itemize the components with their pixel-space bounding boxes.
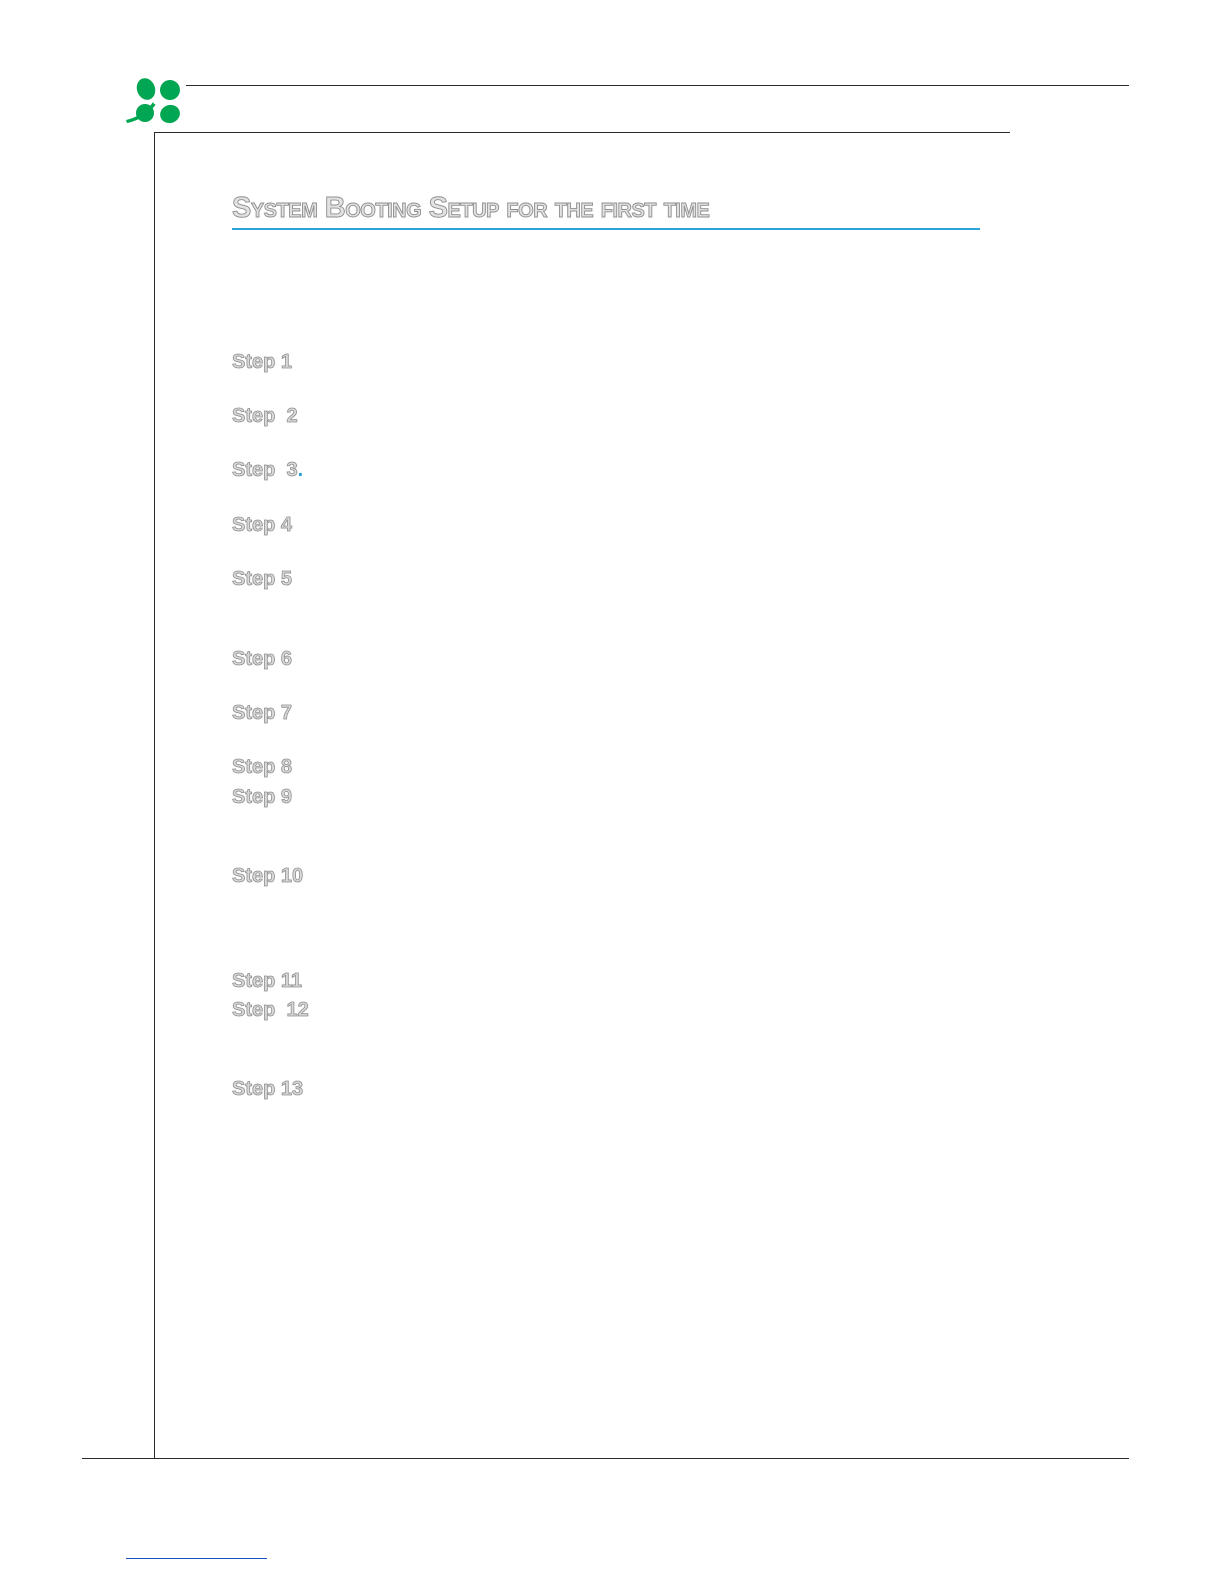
step-label-2: Step 2 [232,405,298,427]
step-label-10: Step 10 [232,865,304,887]
step-label-3: Step 3. [232,459,304,481]
footer-rule [82,1458,1129,1459]
step-label-9: Step 9 [232,786,293,808]
content-left-rule [154,132,155,1459]
content-top-rule [154,132,1010,133]
footer-link-underline [126,1558,267,1559]
step-label-7: Step 7 [232,702,293,724]
clover-logo-icon [124,74,190,130]
section-heading [232,190,980,230]
step-label-8: Step 8 [232,756,293,778]
step-label-6: Step 6 [232,648,293,670]
step-3-dot: . [297,459,304,481]
step-label-4: Step 4 [232,514,293,536]
section-title-text: System Booting Setup for the first time [232,192,710,224]
step-label-1: Step 1 [232,351,293,373]
step-label-13: Step 13 [232,1078,304,1100]
step-label-12: Step 12 [232,999,309,1021]
step-label-5: Step 5 [232,568,293,590]
header-rule [186,85,1129,86]
step-label-11: Step 11 [232,970,303,992]
